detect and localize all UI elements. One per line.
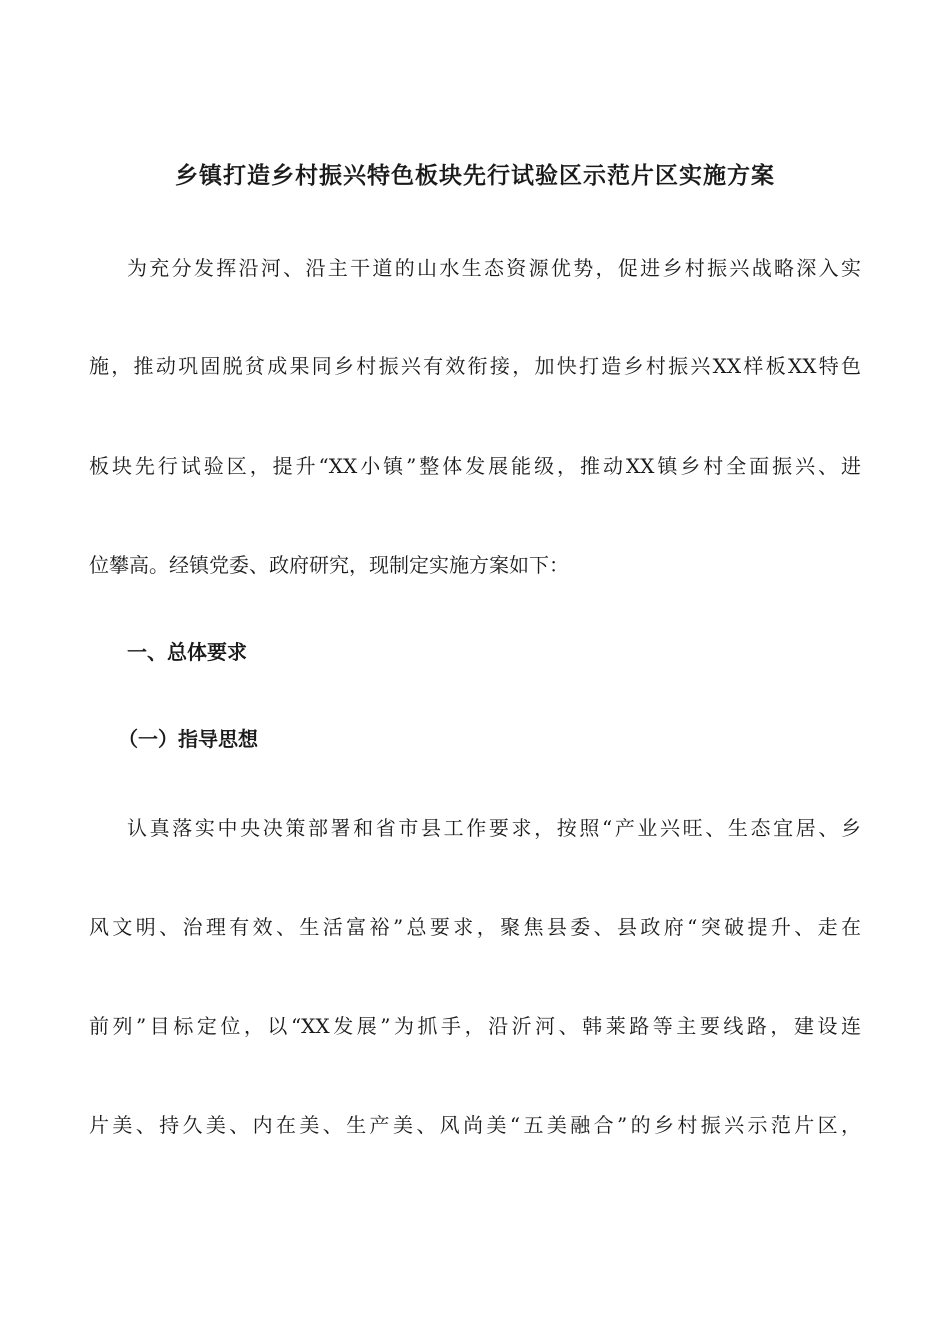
guiding-line-3: 前列”目标定位，以“XX发展”为抓手，沿沂河、韩莱路等主要线路，建设连 [89, 1014, 861, 1038]
intro-line-3: 板块先行试验区，提升“XX小镇”整体发展能级，推动XX镇乡村全面振兴、进 [89, 454, 861, 478]
guiding-line-4: 片美、持久美、内在美、生产美、风尚美“五美融合”的乡村振兴示范片区， [89, 1113, 861, 1137]
intro-line-2: 施，推动巩固脱贫成果同乡村振兴有效衔接，加快打造乡村振兴XX样板XX特色 [89, 354, 861, 378]
guiding-line-1: 认真落实中央决策部署和省市县工作要求，按照“产业兴旺、生态宜居、乡 [127, 816, 861, 840]
guiding-line-2: 风文明、治理有效、生活富裕”总要求，聚焦县委、县政府“突破提升、走在 [89, 915, 861, 939]
intro-line-4: 位攀高。经镇党委、政府研究，现制定实施方案如下： [89, 553, 569, 577]
subsection-heading-guiding-ideology: （一）指导思想 [118, 727, 258, 751]
section-heading-overall-requirements: 一、总体要求 [127, 640, 247, 664]
intro-line-1: 为充分发挥沿河、沿主干道的山水生态资源优势，促进乡村振兴战略深入实 [127, 256, 861, 280]
document-title: 乡镇打造乡村振兴特色板块先行试验区示范片区实施方案 [175, 163, 775, 189]
